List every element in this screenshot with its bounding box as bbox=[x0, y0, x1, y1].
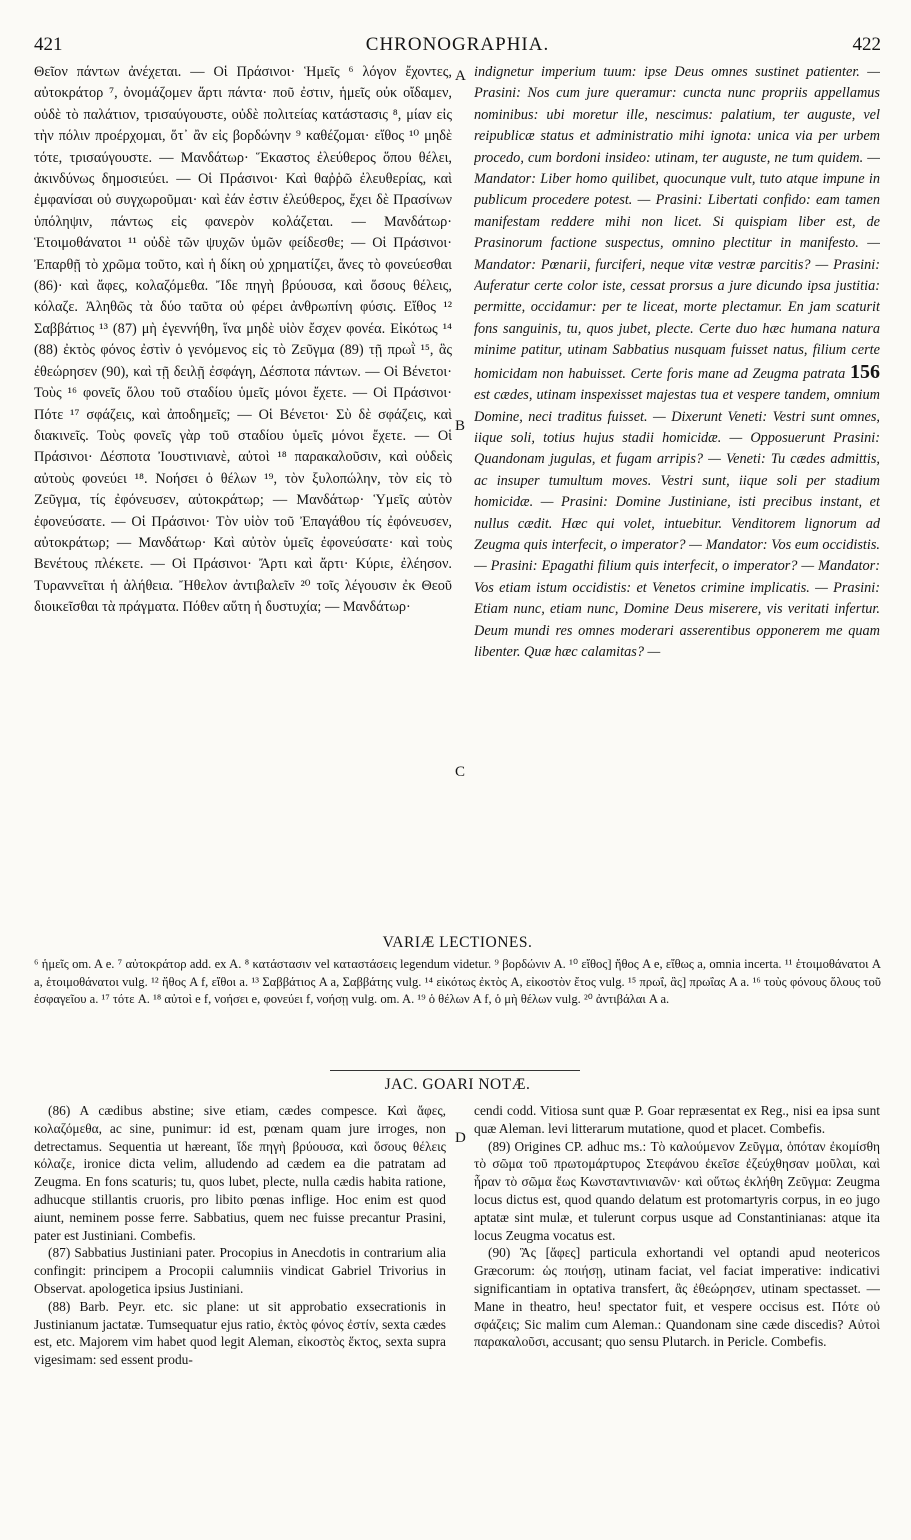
margin-letter-b: B bbox=[455, 418, 466, 434]
greek-text: Θεῖον πάντων ἀνέχεται. — Οἱ Πράσινοι· Ἡμεῖς ⁶ λόγον ἔχοντες, αὐτοκράτορ ⁷, ὀνομάζομεν ἄρτι πάντα· ποῦ ἐστιν, ἡμεῖς οὐκ οἴδαμεν, οὐδὲ τὸ παλάτιον, τρισαύγουστε, οὐδὲ πολιτείας κατάστασις ⁸, μίαν εἰς τὴν πόλιν προέρχομαι, ὅτ᾽ ἂν εἰς βορδώνην ⁹ καθέζομαι· εἴθος ¹⁰ μηδὲ τότε, τρισαύγουστε. — Μανδάτωρ· Ἕκαστος ἐλεύθερος ὅπου θέλει, ἀκινδύνως δημοσιεύει. — Οἱ Πράσινοι· Καὶ θαῤῥῶ ἐλευθερίας, καὶ ἐμφανίσαι οὐ συγχωροῦμαι· καὶ ἐάν ἐστιν ἐλεύθερος, ἔχει δὲ Πρασίνων ὑπόληψιν, πάντως εἰς φανερὸν κολάζεται. — Μανδάτωρ· Ἑτοιμοθάνατοι ¹¹ οὐδὲ τῶν ψυχῶν ὑμῶν φείδεσθε; — Οἱ Πράσινοι· Ἐπαρθῇ τὸ χρῶμα τοῦτο, καὶ ἡ δίκη οὐ χρηματίζει, ἄνες τὸ φονεύεσθαι (86)· καὶ ἄφες, κολαζόμεθα. Ἴδε πηγὴ βρύουσα, καὶ ὅσους θέλεις, κόλαζε. Ἀληθῶς τὰ δύο ταῦτα οὐ φέρει ἀνθρωπίνη φύσις. Εἴθος ¹² Σαββάτιος ¹³ (87) μὴ ἐγεννήθη, ἵνα μηδὲ υἱὸν ἔσχεν φονέα. Εἰκότως ¹⁴ (88) ἐκτὸς φόνος ἐστὶν ὁ γενόμενος εἰς τὸ Ζεῦγμα (89) τῇ πρωῒ ¹⁵, ἃς ἐθεώρησεν (90), καὶ τῇ δειλῇ ἐσφάγη, Δέσποτα πάντων. — Οἱ Βένετοι· Τοὺς ¹⁶ φονεῖς ὅλου τοῦ σταδίου ὑμεῖς μόνοι ἔχετε. — Οἱ Πράσινοι· Πότε ¹⁷ σφάζεις, καὶ ἀποδημεῖς; — Οἱ Βένετοι· Σὺ δὲ σφάζεις, καὶ διακινεῖς. Τοὺς φονεῖς γὰρ τοῦ σταδίου ὑμεῖς μόνοι ἔχετε. — Οἱ Πράσινοι· Δέσποτα Ἰουστινιανὲ, αὐτοὶ ¹⁸ παρακαλοῦσιν, καὶ οὐδεὶς αὐτοὺς φονεύει ¹⁸. Νοήσει ὁ θέλων ¹⁹, τὸν ξυλοπώλην, τὸν εἰς τὸ Ζεῦγμα, τίς ἐφόνευσεν, αὐτοκράτωρ; — Μανδάτωρ· Ὑμεῖς αὐτὸν ἐφονεύσατε. — Οἱ Πράσινοι· Τὸν υἱὸν τοῦ Ἐπαγάθου τίς ἐφόνευσεν, αὐτοκράτωρ; — Μανδάτωρ· Καὶ αὐτὸν ὑμεῖς ἐφονεύσατε· καὶ τοὺς Βενέτους πλέκετε. — Οἱ Πράσινοι· Ἄρτι καὶ ἄρτι· Κύριε, ἐλέησον. Τυραννεῖται ἡ ἀλήθεια. Ἤθελον ἀντιβαλεῖν ²⁰ τοῖς λέγουσιν ἐκ Θεοῦ διοικεῖσθαι τὰ πράγματα. Πόθεν αὕτη ἡ δυστυχία; — Μανδάτωρ· bbox=[34, 64, 452, 616]
margin-letter-c: C bbox=[455, 764, 466, 780]
notes-column-left bbox=[34, 1102, 446, 1522]
notes-column-right bbox=[474, 1102, 880, 1522]
page-number-right: 422 bbox=[852, 34, 881, 55]
margin-letter-d: D bbox=[455, 1130, 466, 1146]
note-88-continued: cendi codd. Vitiosa sunt quæ P. Goar repræsentat ex Reg., nisi ea ipsa sunt quæ Aleman. levi litterarum mutatione, quod et placet. Combefis. bbox=[474, 1103, 880, 1136]
page-number-left: 421 bbox=[34, 34, 63, 55]
note-90: (90) Ἃς [ἄφες] particula exhortandi vel optandi apud neotericos Græcorum: ὡς ποιήσῃ, utinam faciat, vel faciat imperative: indicativi significantiam in optativa transfert, ἂς ἐθεώρησεν, utinam spectasset. — Mane in theatro, heu! spectator fuit, et vespere occisus est. Πότε οὐ σφάζεις; Sic malim cum Aleman.: Quandonam sine cæde discedis? Αὐτοὶ παρακαλοῦσι, accusant; quo sensu Plutarch. in Pericle. Combefis. bbox=[474, 1245, 880, 1350]
latin-text-column bbox=[474, 62, 880, 930]
latin-text bbox=[474, 62, 880, 663]
margin-letter-a: A bbox=[455, 68, 466, 84]
note-87: (87) Sabbatius Justiniani pater. Procopius in Anecdotis in contrarium alia confingit: principem a Procopii calumniis vindicat Gabriel Trivorius in Observat. apologetica ipsius Justiniani. bbox=[34, 1245, 446, 1296]
section-divider bbox=[330, 1070, 580, 1071]
greek-text-column bbox=[34, 62, 452, 930]
inline-page-number: 156 bbox=[850, 360, 880, 383]
running-title: CHRONOGRAPHIA. bbox=[365, 34, 550, 55]
note-86: (86) A cædibus abstine; sive etiam, cædes compesce. Καὶ ἄφες, κολαζόμεθα, ac sine, punimur: id est, pœnam quam jure irroges, non detrectamus. Sequentia ut hæreant, ἴδε πηγὴ βρύουσα, καὶ ὅσους θέλεις κόλαζε, ironice dicta velim, alludendo ad cædem ea die patratam ad Zeugma. En fons scaturis; tu, quos lubet, plecte, nulla cædis habita ratione, adhucque stillantis cruoris, pro libito pœnas inflige. Hoc enim est quod aiunt, neminem posse ferre. Sabbatius, quem nec fuisse precantur Prasini, pater est Justiniani. Combefis. bbox=[34, 1103, 446, 1243]
notae-title: JAC. GOARI NOTÆ. bbox=[384, 1076, 531, 1093]
variae-lectiones-text: ⁶ ἡμεῖς om. A e. ⁷ αὐτοκράτορ add. ex A. ⁸ κατάστασιν vel καταστάσεις legendum videtur. ⁹ βορδώνιν A. ¹⁰ εἴθος] ἤθος A e, εἴθως a, omnia incerta. ¹¹ ἑτοιμοθάνατοι A a, ἑτοιμοθάνατοι vulg. ¹² ἤθος A f, εἴθοι a. ¹³ Σαββάτιος A a, Σαββάτης vulg. ¹⁴ εἰκότως ἐκτὸς A, εἰκοστὸν ἔτος vulg. ¹⁵ πρωΐ, ἃς] πρωΐας A a. ¹⁶ τοὺς φόνους ὅλους τοῦ ἐσφαγεῖου a. ¹⁷ τότε A. ¹⁸ αὐτοὶ e f, νοήσει e, φονεύει f, νοήσῃ vulg. om. A. ¹⁹ ὁ θέλων A f, ὁ μὴ θέλων vulg. ²⁰ ἀντιβάλαι A a. bbox=[34, 957, 881, 1007]
variae-lectiones-title: VARIÆ LECTIONES. bbox=[382, 934, 533, 951]
latin-text-before: indignetur imperium tuum: ipse Deus omnes sustinet patienter. — Prasini: Nos cum jure queramur: cuncta nunc propriis appellamus nominibus: ubi moretur ille, nescimus: palatium, ter auguste, vel reipublicæ status et administratio mihi ignota: unica via per urbem procedo, cum bordoni insideo: utinam, ter auguste, ne tum quidem. — Mandator: Liber homo quilibet, quocunque vult, tuto atque impune in publicum procedere potest. — Prasini: Libertati confido: eam tamen manifestam reddere mihi non licet. Si quispiam liber est, de Prasinorum factione suspectus, omnino plectitur in manifesto. — Mandator: Pœnarii, furciferi, neque vitæ vestræ parcitis? — Prasini: Auferatur certe color iste, cessat prorsus a jure dicundo ipsa justitia: permitte, occidamur: per te liceat, morte plectamur. En jam scaturit fons sanguinis, tu, quos jubet, plecte. Certe duo hæc humana natura minime patitur, utinam Sabbatius nusquam fuisset natus, filium certe homicidam non habuisset. Certe foris mane ad Zeugma patrata bbox=[474, 64, 880, 382]
latin-text-after: est cædes, utinam inspexisset majestas tua et vespere tandem, omnium Domine, neci traditus fuisset. — Dixerunt Veneti: Vestri sunt omnes, iique soli, totius hujus stadii homicidæ. — Opposuerunt Prasini: Quandonam jugulas, et fugam arripis? — Veneti: Tu cædes admittis, ac insuper tumultum moves. Vestri sunt, iique soli per stadium homicidæ. — Prasini: Domine Justiniane, isti precibus instant, et nullus cædit. Hæc qui volet, intuebitur. Venditorem lignorum ad Zeugma quis interfecit, o imperator? — Mandator: Vos eum occidistis. — Prasini: Epagathi filium quis interfecit, o imperator? — Mandator: Vos etiam istum occidistis: et Venetos crimine implicatis. — Prasini: Etiam nunc, etiam nunc, Domine Deus miserere, vis veritati infertur. Deum mundi res omnes moderari asserentibus opponerem me quam libenter. Quæ hæc calamitas? — bbox=[474, 387, 880, 660]
note-89: (89) Origines CP. adhuc ms.: Τὸ καλούμενον Ζεῦγμα, ὁπόταν ἐκομίσθη τὸ σῶμα τοῦ πρωτομάρτυρος Στεφάνου ἐκεῖσε ἐζεύχθησαν μοῦλαι, καὶ ἦραν τὸ σῶμα ἕως Κωνσταντινιανῶν· καὶ οὕτως ἐκλήθη Ζεῦγμα: Zeugma locus dictus est, quod quando delatum est protomartyris corpus, in eo jugo aptatæ sint mulæ, et tulerunt corpus usque ad Constantinianas: atque ita locus Zeugma vocatus est. bbox=[474, 1138, 880, 1243]
page-header bbox=[34, 30, 881, 58]
note-88: (88) Barb. Peyr. etc. sic plane: ut sit approbatio exsecrationis in Justinianum jactatæ. Tumsequatur ejus ratio, ἐκτὸς φόνος ἐστίν, sexta cædes est, etc. Majorem vim habet quod legit Aleman, εἰκοστὸς ἕκτος, sexta supra vigesimam: sed essent produ- bbox=[34, 1298, 446, 1368]
